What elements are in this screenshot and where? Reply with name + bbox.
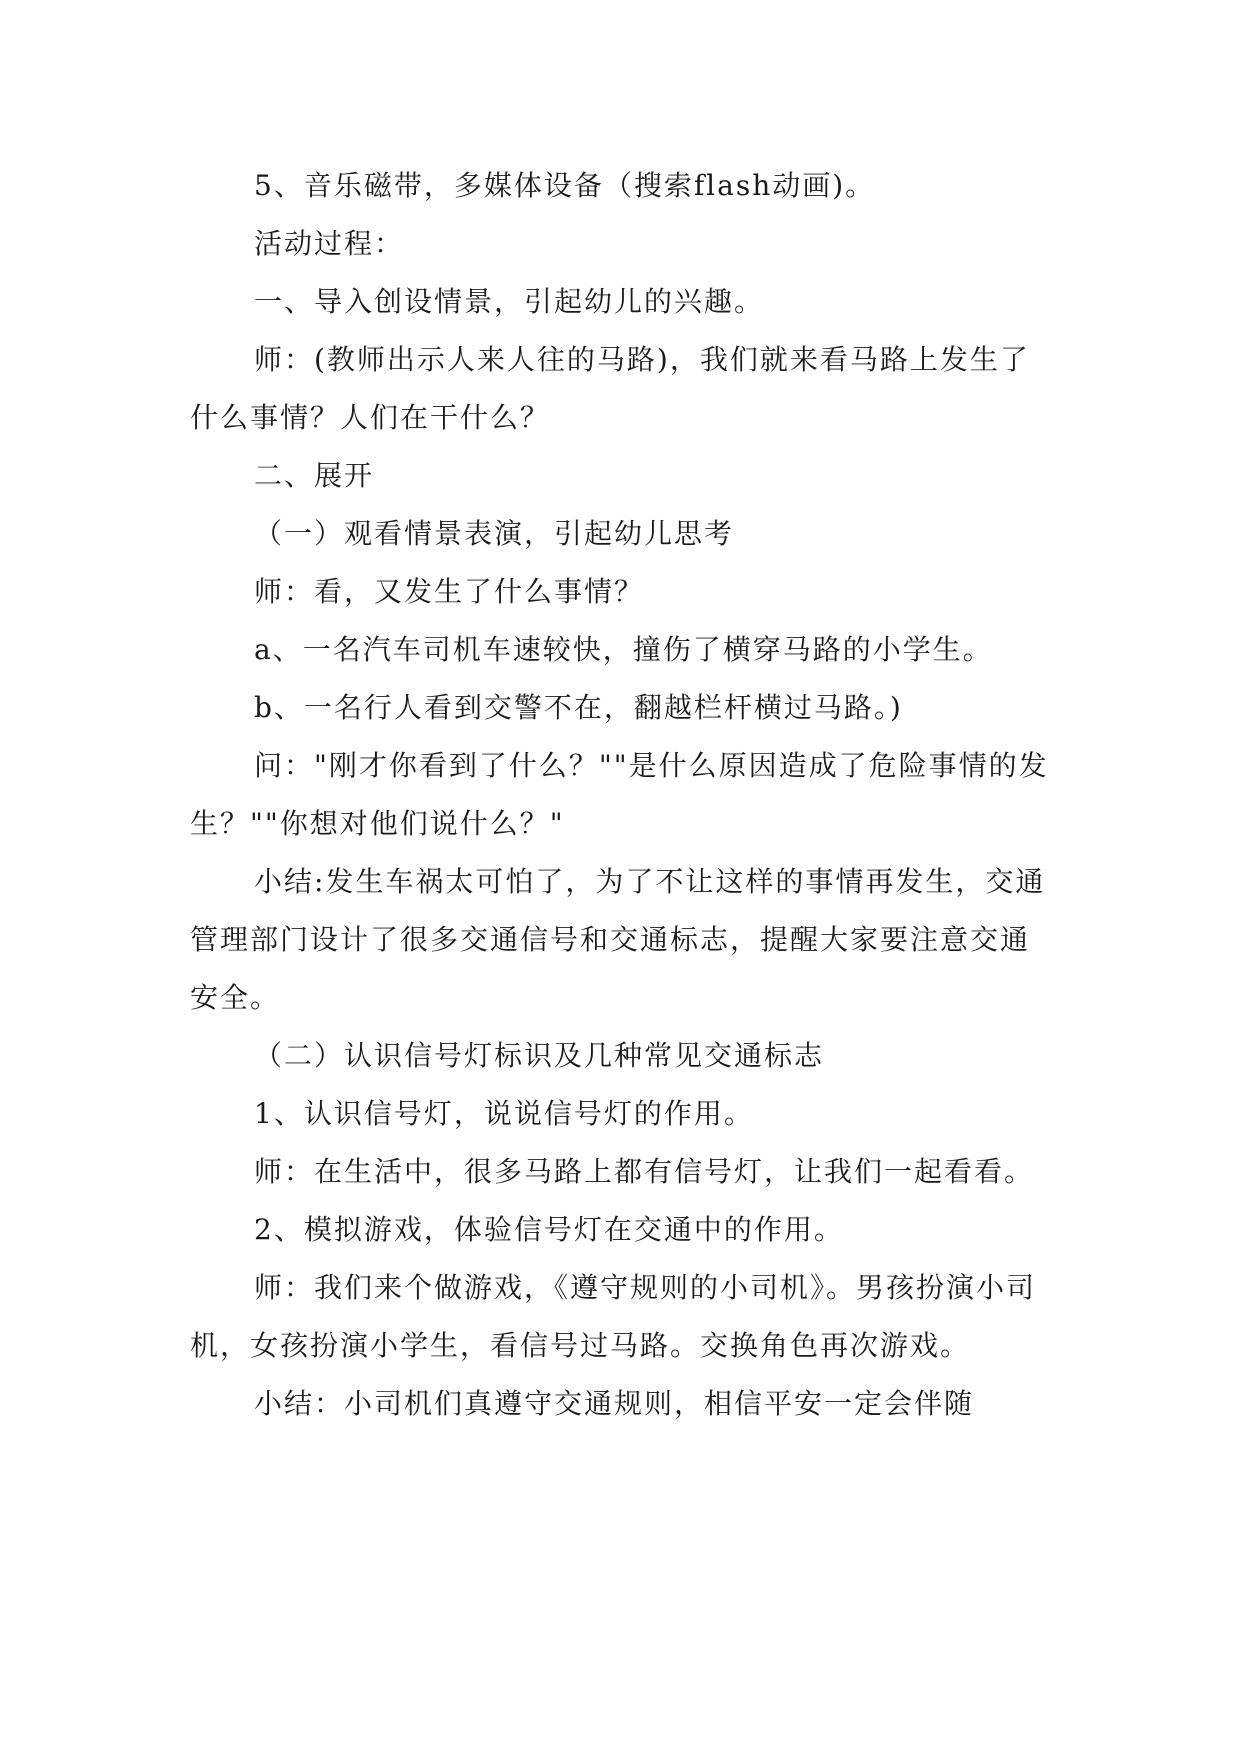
paragraph-teacher-game: 师：我们来个做游戏，《遵守规则的小司机》。男孩扮演小司机，女孩扮演小学生，看信号过马路。交换角色再次游戏。 [190,1271,1037,1362]
paragraph-materials: 5、音乐磁带，多媒体设备（搜索flash动画)。 [254,169,876,202]
paragraph-summary-two: 小结：小司机们真遵守交通规则，相信平安一定会伴随 [254,1387,975,1420]
paragraph-section-two: 二、展开 [254,459,375,492]
paragraph-step-one: 1、认识信号灯，说说信号灯的作用。 [254,1097,754,1130]
paragraph-activity-process: 活动过程： [254,227,405,260]
paragraph-subsection-one: （一）观看情景表演，引起幼儿思考 [254,517,735,550]
paragraph-scene-b: b、一名行人看到交警不在，翻越栏杆横过马路。) [254,691,903,724]
paragraph-teacher-look: 师：看，又发生了什么事情？ [254,575,645,608]
paragraph-teacher-signal: 师：在生活中，很多马路上都有信号灯，让我们一起看看。 [254,1155,1035,1188]
document-page [190,157,1055,1433]
paragraph-question: 问："刚才你看到了什么？""是什么原因造成了危险事情的发生？""你想对他们说什么？" [190,749,1049,840]
paragraph-subsection-two: （二）认识信号灯标识及几种常见交通标志 [254,1039,825,1072]
paragraph-teacher-intro: 师：(教师出示人来人往的马路)，我们就来看马路上发生了什么事情？人们在干什么？ [190,343,1030,434]
paragraph-step-two: 2、模拟游戏，体验信号灯在交通中的作用。 [254,1213,844,1246]
paragraph-summary-one: 小结:发生车祸太可怕了，为了不让这样的事情再发生，交通管理部门设计了很多交通信号和交通标志，提醒大家要注意交通安全。 [190,865,1046,1014]
paragraph-section-one: 一、导入创设情景，引起幼儿的兴趣。 [254,285,765,318]
paragraph-scene-a: a、一名汽车司机车速较快，撞伤了横穿马路的小学生。 [254,633,993,666]
